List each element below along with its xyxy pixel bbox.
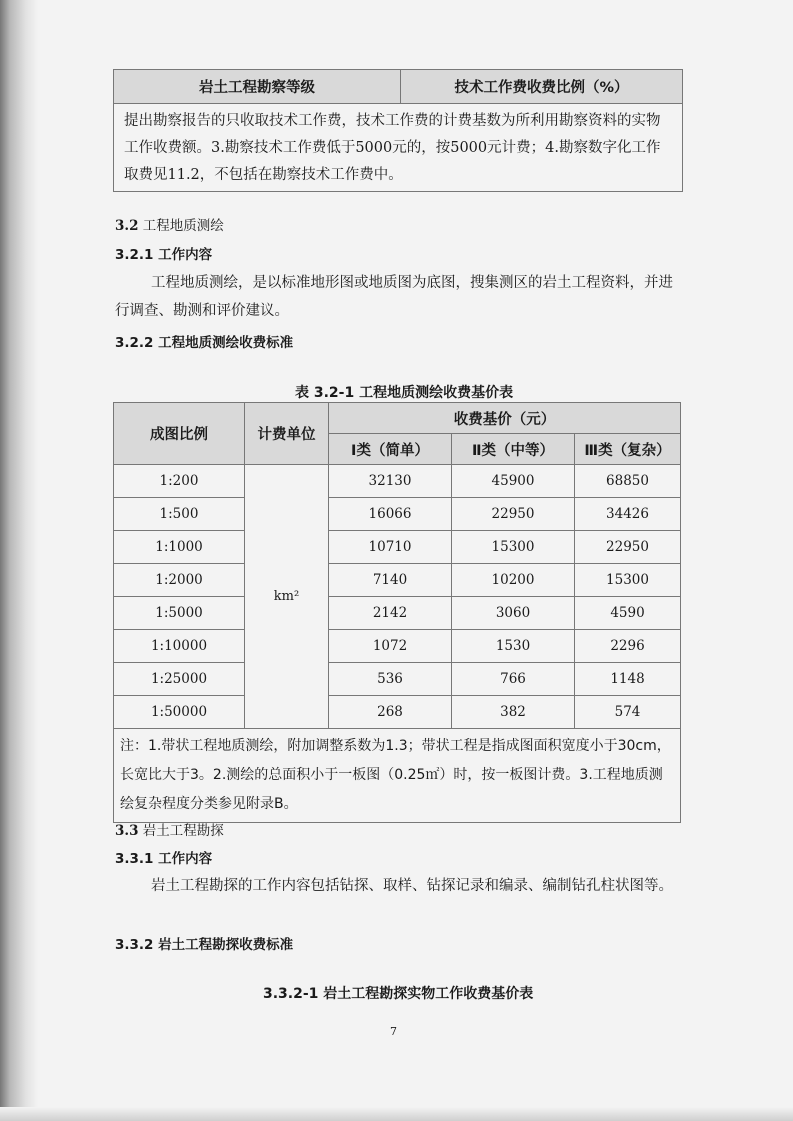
table-row [114,498,681,531]
survey-grade-fee-table [113,69,683,192]
cell-scale: 1:25000 [114,663,245,696]
header-survey-grade: 岩土工程勘察等级 [114,70,401,104]
cell-scale: 1:50000 [114,696,245,729]
cell-class1: 268 [329,696,452,729]
table-row [114,597,681,630]
paragraph-3-3-1: 岩土工程勘探的工作内容包括钻探、取样、钻探记录和编录、编制钻孔柱状图等。 [151,878,673,894]
cell-class2: 15300 [452,531,575,564]
cell-class1: 1072 [329,630,452,663]
table-row [114,465,681,498]
table-caption-3-3-2-1: 3.3.2-1 岩土工程勘探实物工作收费基价表 [263,986,534,1002]
cell-scale: 1:1000 [114,531,245,564]
cell-class3: 34426 [575,498,681,531]
cell-class2: 382 [452,696,575,729]
paragraph-3-2-1: 工程地质测绘，是以标准地形图或地质图为底图，搜集测区的岩土工程资料，并进行调查、勘测和评价建议。 [115,275,673,319]
cell-scale: 1:10000 [114,630,245,663]
geology-mapping-fee-table [113,402,681,823]
header-fee-ratio: 技术工作费收费比例（%） [401,70,683,104]
cell-class1: 16066 [329,498,452,531]
header-scale: 成图比例 [114,403,245,465]
cell-unit: km² [245,465,329,729]
section-heading-3-3-2: 3.3.2 岩土工程勘探收费标准 [115,937,294,953]
cell-scale: 1:500 [114,498,245,531]
cell-class3: 68850 [575,465,681,498]
page-number: 7 [390,1025,397,1038]
header-class-2: Ⅱ类（中等） [452,434,575,465]
section-heading-3-2-1: 3.2.1 工作内容 [115,247,213,263]
table2-note: 注：1.带状工程地质测绘，附加调整系数为1.3；带状工程是指成图面积宽度小于30cm，长宽比大于3。2.测绘的总面积小于一板图（0.25㎡）时，按一板图计费。3.工程地质测绘复杂程度分类参见附录B。 [114,729,681,823]
cell-class1: 7140 [329,564,452,597]
section-heading-3-3-1: 3.3.1 工作内容 [115,851,213,867]
header-unit: 计费单位 [245,403,329,465]
cell-scale: 1:2000 [114,564,245,597]
cell-class3: 15300 [575,564,681,597]
table-row [114,696,681,729]
header-base-price: 收费基价（元） [329,403,681,434]
section-heading-3-2: 3.2 工程地质测绘 [115,218,224,234]
cell-class2: 10200 [452,564,575,597]
section-heading-3-2-2: 3.2.2 工程地质测绘收费标准 [115,335,294,351]
table1-note: 提出勘察报告的只收取技术工作费，技术工作费的计费基数为所利用勘察资料的实物工作收费额。3.勘察技术工作费低于5000元的，按5000元计费；4.勘察数字化工作取费见11.2，不包括在勘察技术工作费中。 [114,104,683,192]
cell-class3: 4590 [575,597,681,630]
cell-class3: 574 [575,696,681,729]
table-row [114,630,681,663]
table-row [114,564,681,597]
table-caption-3-2-1: 表 3.2-1 工程地质测绘收费基价表 [295,385,514,401]
cell-class3: 2296 [575,630,681,663]
table-row [114,531,681,564]
section-heading-3-3: 3.3 岩土工程勘探 [115,823,224,839]
cell-class1: 2142 [329,597,452,630]
cell-class1: 536 [329,663,452,696]
cell-class2: 3060 [452,597,575,630]
cell-class2: 45900 [452,465,575,498]
cell-class3: 1148 [575,663,681,696]
table-row [114,663,681,696]
header-class-1: Ⅰ类（简单） [329,434,452,465]
cell-class2: 766 [452,663,575,696]
cell-class1: 10710 [329,531,452,564]
cell-class1: 32130 [329,465,452,498]
cell-scale: 1:5000 [114,597,245,630]
cell-class2: 22950 [452,498,575,531]
cell-class3: 22950 [575,531,681,564]
cell-scale: 1:200 [114,465,245,498]
header-class-3: Ⅲ类（复杂） [575,434,681,465]
cell-class2: 1530 [452,630,575,663]
